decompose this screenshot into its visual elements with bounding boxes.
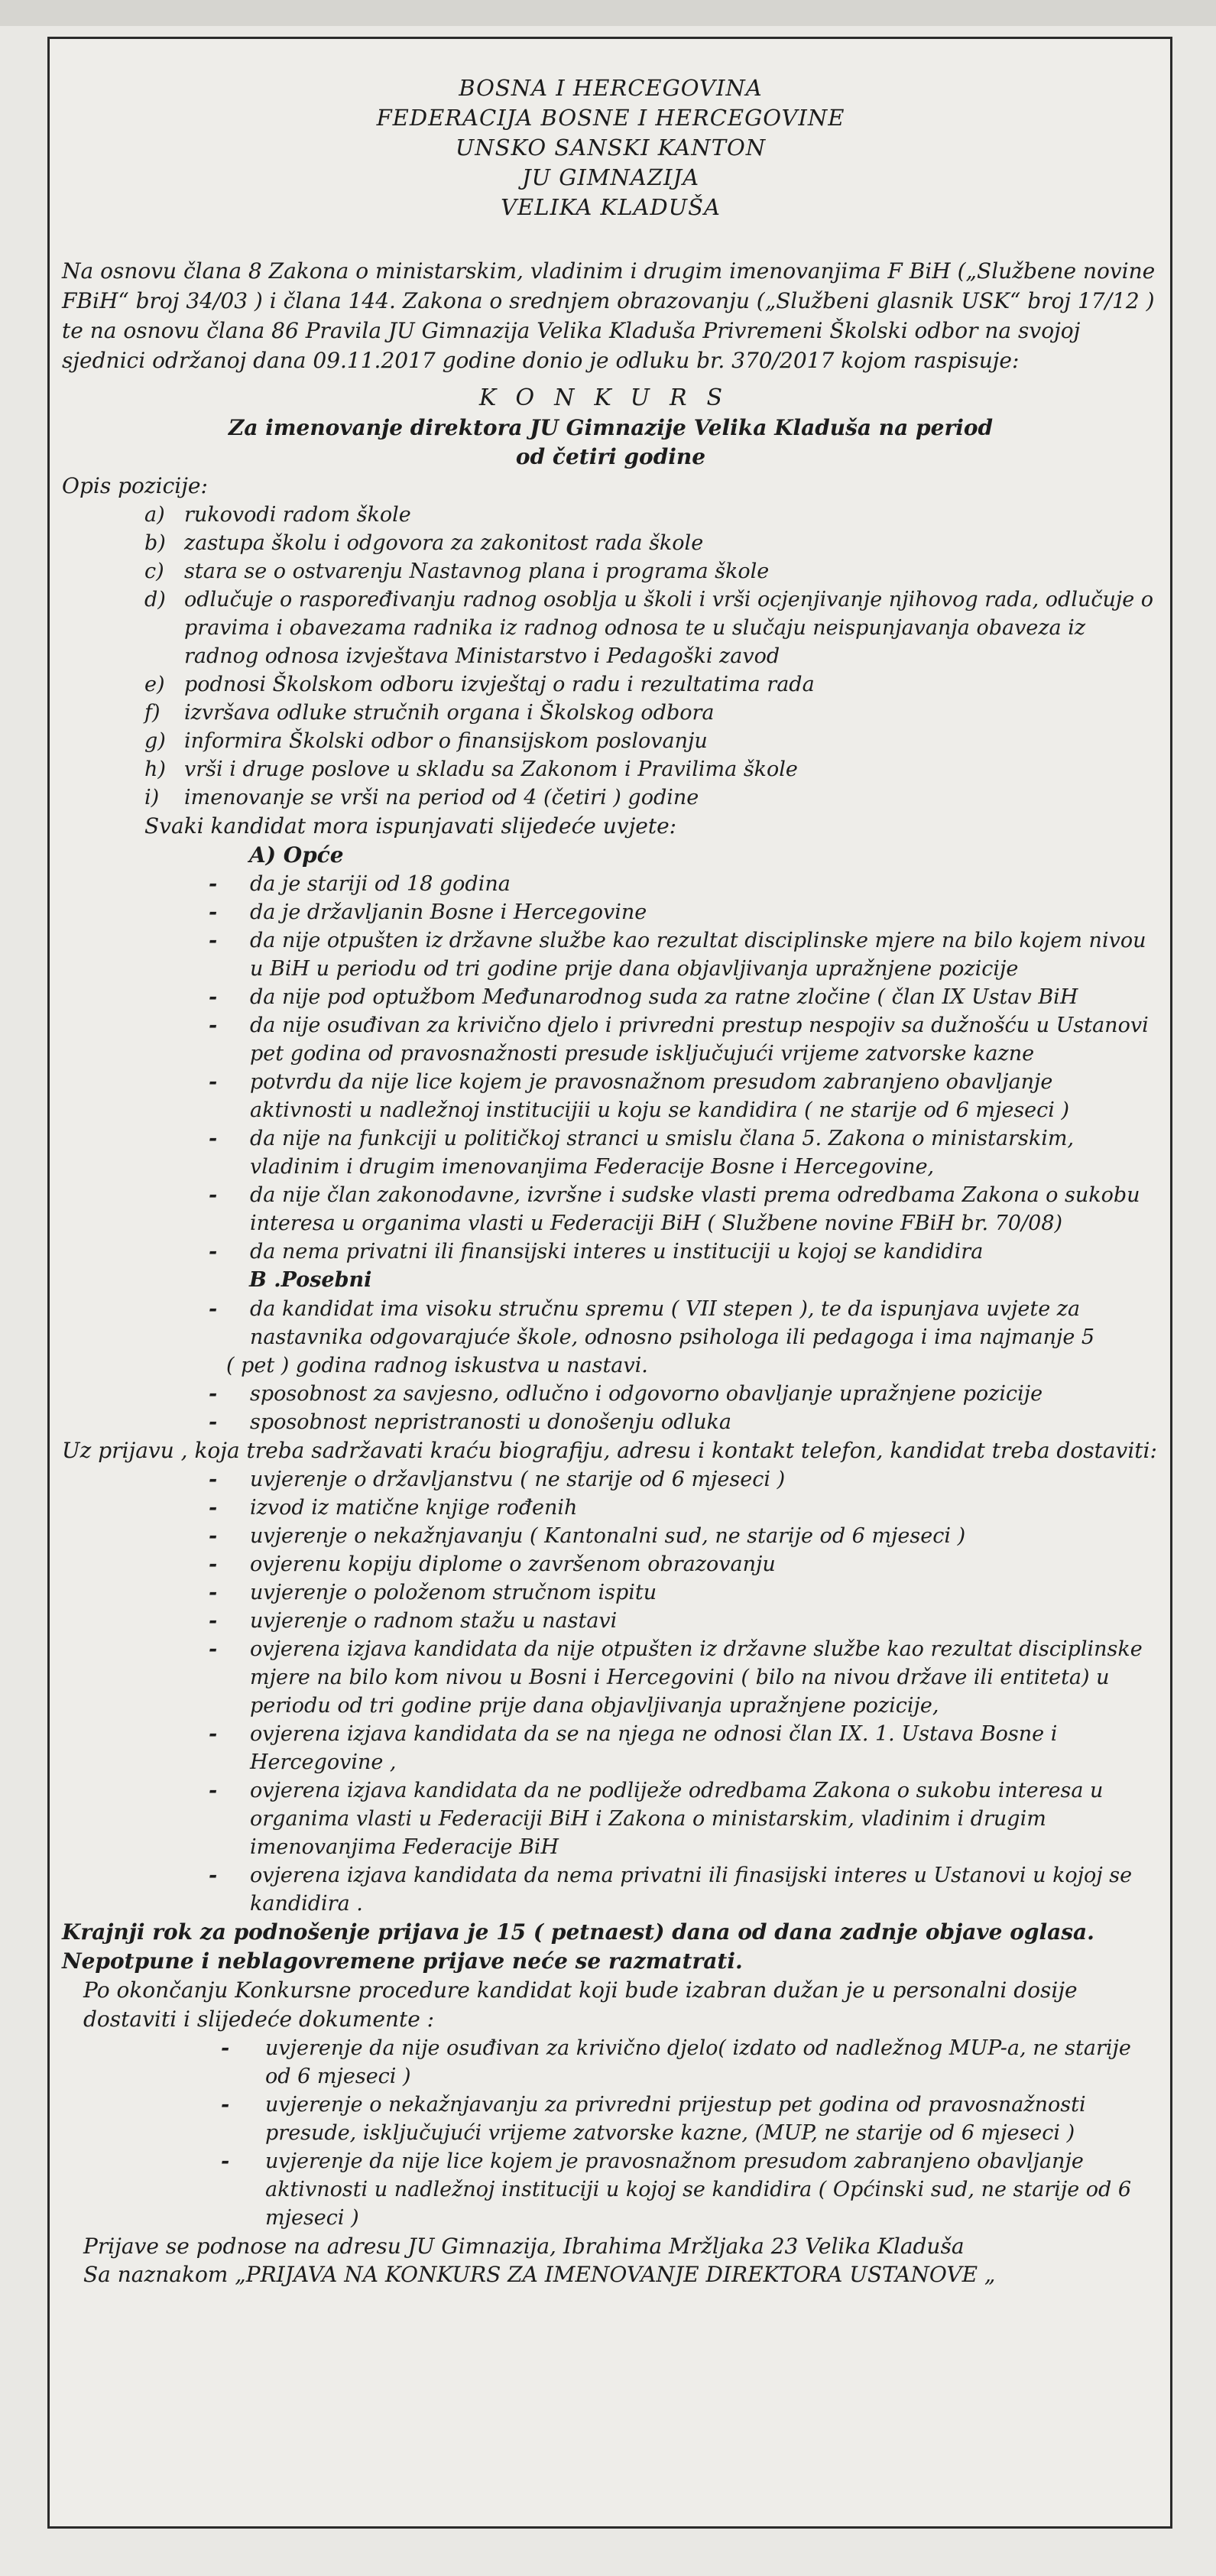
header-canton: UNSKO SANSKI KANTON — [455, 135, 767, 161]
list-item — [144, 983, 1159, 1011]
dash-marker: - — [209, 1864, 218, 1887]
header-federation: FEDERACIJA BOSNE I HERCEGOVINE — [376, 105, 845, 131]
list-item-text: stara se o ostvarenju Nastavnog plana i programa škole — [184, 560, 770, 583]
list-item-text: da je stariji od 18 godina — [250, 872, 511, 896]
list-item — [144, 1295, 1159, 1351]
list-item — [144, 529, 1159, 557]
list-item — [144, 557, 1159, 586]
list-item-text: da nije na funkciji u političkoj stranci u smislu člana 5. Zakona o ministarskim, vladinim i drugim imenovanjima Federacije Bosne i Hercegovine, — [250, 1127, 1075, 1179]
announcement-frame — [47, 37, 1172, 2529]
posebni-heading: B .Posebni — [249, 1268, 372, 1292]
opce-heading: A) Opće — [249, 842, 344, 868]
list-item — [144, 1522, 1159, 1550]
list-item-text: informira Školski odbor o finansijskom poslovanju — [184, 729, 708, 753]
list-item-text: da je državljanin Bosne i Hercegovine — [250, 900, 647, 924]
list-item-text: da nije osuđivan za krivično djelo i privredni prestup nespojiv sa dužnošću u Ustanovi pet godina od pravosnažnosti presude isključujući vrijeme zatvorske kazne — [250, 1014, 1149, 1066]
list-item-text: ovjerena izjava kandidata da se na njega ne odnosi član IX. 1. Ustava Bosne i Hercegovine , — [250, 1722, 1058, 1774]
list-item-text: vrši i druge poslove u skladu sa Zakonom i Pravilima škole — [184, 758, 798, 781]
posebni-item-text: da kandidat ima visoku stručnu spremu ( VII stepen ), te da ispunjava uvjete za nastavnika odgovarajuće škole, odnosno psihologa ili pedagoga i ima najmanje 5 — [250, 1297, 1095, 1349]
list-item — [144, 1607, 1159, 1635]
list-item-text: odlučuje o raspoređivanju radnog osoblja u školi i vrši ocjenjivanje njihovog rada, odlučuje o pravima i obavezama radnika iz radnog odnosa te u slučaju neispunjavanja obaveza iz radnog odnosa izvještava Ministarstvo i Pedagoški zavod — [184, 588, 1154, 668]
posebni-list — [62, 1380, 1159, 1436]
dash-marker: - — [209, 1637, 218, 1661]
list-item — [144, 1465, 1159, 1494]
submission-address: Prijave se podnose na adresu JU Gimnazija, Ibrahima Mržljaka 23 Velika Kladuša — [83, 2234, 965, 2259]
konkurs-subtitle-1: Za imenovanje direktora JU Gimnazije Velika Kladuša na period — [228, 415, 994, 440]
completion-paragraph: Po okončanju Konkursne procedure kandidat koji bude izabran dužan je u personalni dosije dostaviti i slijedeće dokumente : — [83, 1977, 1078, 2032]
list-item — [144, 699, 1159, 727]
letter-marker: b) — [144, 531, 166, 555]
dash-marker: - — [209, 1609, 218, 1633]
list-item — [144, 1776, 1159, 1861]
list-item — [144, 1380, 1159, 1408]
dash-marker: - — [221, 2149, 230, 2173]
submission-label: Sa naznakom „PRIJAVA NA KONKURS ZA IMENOVANJE DIREKTORA USTANOVE „ — [83, 2262, 996, 2287]
list-item — [144, 670, 1159, 699]
letter-marker: h) — [144, 758, 166, 781]
documents-list — [62, 2034, 1159, 2232]
list-item — [144, 1720, 1159, 1776]
list-item-text: ovjerenu kopiju diplome o završenom obrazovanju — [250, 1552, 776, 1576]
konkurs-subtitle-2: od četiri godine — [515, 444, 706, 469]
posebni-continuation: ( pet ) godina radnog iskustva u nastavi. — [226, 1354, 648, 1377]
list-item-text: podnosi Školskom odboru izvještaj o radu i rezultatima rada — [184, 673, 815, 696]
list-item-text: uvjerenje da nije osuđivan za krivično djelo( izdato od nadležnog MUP-a, ne starije od 6 mjeseci ) — [265, 2036, 1131, 2088]
posebni-list-first — [62, 1295, 1159, 1351]
header-school: JU GIMNAZIJA — [521, 164, 700, 190]
list-item — [144, 586, 1159, 670]
list-item-text: zastupa školu i odgovora za zakonitost rada škole — [184, 531, 704, 555]
dash-marker: - — [209, 1014, 218, 1037]
list-item-text: uvjerenje o radnom stažu u nastavi — [250, 1609, 618, 1633]
letter-marker: a) — [144, 503, 165, 527]
announcement-content — [62, 73, 1159, 2289]
dash-marker: - — [221, 2036, 230, 2060]
dash-marker: - — [209, 1183, 218, 1207]
letter-marker: c) — [144, 560, 164, 583]
letter-marker: i) — [144, 786, 160, 809]
prijava-list — [62, 1465, 1159, 1918]
list-item — [144, 755, 1159, 784]
dash-marker: - — [209, 1127, 218, 1150]
list-item — [144, 1408, 1159, 1436]
dash-marker: - — [209, 1779, 218, 1802]
list-item-text: uvjerenje o položenom stručnom ispitu — [250, 1581, 657, 1604]
list-item-text: imenovanje se vrši na period od 4 (četiri ) godine — [184, 786, 699, 809]
header-country: BOSNA I HERCEGOVINA — [459, 75, 763, 101]
dash-marker: - — [209, 1722, 218, 1746]
opce-list — [62, 870, 1159, 1266]
dash-marker: - — [221, 2093, 230, 2117]
list-item — [144, 1635, 1159, 1720]
letter-marker: d) — [144, 588, 166, 612]
list-item — [144, 1861, 1159, 1918]
letter-marker: g) — [144, 729, 166, 753]
list-item — [144, 1124, 1159, 1181]
list-item — [144, 1181, 1159, 1238]
dash-marker: - — [209, 1468, 218, 1491]
list-item — [144, 2034, 1159, 2091]
list-item-text: sposobnost nepristranosti u donošenju odluka — [250, 1410, 731, 1434]
dash-marker: - — [209, 1070, 218, 1094]
list-item — [144, 501, 1159, 529]
dash-marker: - — [209, 929, 218, 952]
dash-marker: - — [209, 1552, 218, 1576]
deadline-text: Krajnji rok za podnošenje prijava je 15 ( petnaest) dana od dana zadnje objave oglasa. — [62, 1919, 1094, 1945]
institution-header — [62, 73, 1159, 222]
list-item — [144, 870, 1159, 898]
list-item-text: izvod iz matične knjige rođenih — [250, 1496, 578, 1520]
list-item — [144, 1011, 1159, 1068]
dash-marker: - — [209, 872, 218, 896]
list-item-text: da nema privatni ili finansijski interes u instituciji u kojoj se kandidira — [250, 1240, 984, 1264]
list-item — [144, 2091, 1159, 2147]
opis-list — [62, 501, 1159, 812]
letter-marker: f) — [144, 701, 161, 725]
list-item-text: da nije pod optužbom Međunarodnog suda za ratne zločine ( član IX Ustav BiH — [250, 985, 1078, 1009]
list-item — [144, 1494, 1159, 1522]
list-item-text: sposobnost za savjesno, odlučno i odgovorno obavljanje upražnjene pozicije — [250, 1382, 1043, 1406]
prijava-intro: Uz prijavu , koja treba sadržavati kraću biografiju, adresu i kontakt telefon, kandidat treba dostaviti: — [62, 1438, 1157, 1463]
list-item-text: uvjerenje da nije lice kojem je pravosnažnom presudom zabranjeno obavljanje aktivnosti u nadležnoj instituciji u kojoj se kandidira ( Općinski sud, ne starije od 6 mjeseci ) — [265, 2149, 1132, 2230]
list-item-text: uvjerenje o državljanstvu ( ne starije od 6 mjeseci ) — [250, 1468, 786, 1491]
list-item — [144, 926, 1159, 983]
list-item — [144, 1578, 1159, 1607]
list-item-text: ovjerena izjava kandidata da nije otpušten iz državne službe kao rezultat disciplinske mjere na bilo kom nivou u Bosni i Hercegovini ( bilo na nivou države ili entiteta) u periodu od tri godine prije dana objavljivanja upražnjene pozicije, — [250, 1637, 1143, 1718]
dash-marker: - — [209, 900, 218, 924]
top-margin-strip — [0, 0, 1216, 26]
opis-label: Opis pozicije: — [62, 473, 208, 498]
list-item-text: da nije član zakonodavne, izvršne i sudske vlasti prema odredbama Zakona o sukobu interesa u organima vlasti u Federaciji BiH ( Službene novine FBiH br. 70/08) — [250, 1183, 1140, 1235]
list-item — [144, 784, 1159, 812]
list-item-text: potvrdu da nije lice kojem je pravosnažnom presudom zabranjeno obavljanje aktivnosti u nadležnoj institucijii u koju se kandidira ( ne starije od 6 mjeseci ) — [250, 1070, 1070, 1122]
list-item — [144, 1550, 1159, 1578]
dash-marker: - — [209, 1581, 218, 1604]
uvjeti-intro: Svaki kandidat mora ispunjavati slijedeće uvjete: — [144, 813, 677, 839]
list-item-text: uvjerenje o nekažnjavanju ( Kantonalni sud, ne starije od 6 mjeseci ) — [250, 1524, 966, 1548]
list-item-text: izvršava odluke stručnih organa i Školskog odbora — [184, 701, 715, 725]
header-city: VELIKA KLADUŠA — [501, 194, 721, 220]
letter-marker: e) — [144, 673, 165, 696]
list-item — [144, 898, 1159, 926]
list-item — [144, 1238, 1159, 1266]
legal-basis-paragraph: Na osnovu člana 8 Zakona o ministarskim, vladinim i drugim imenovanjima F BiH („Službene novine FBiH“ broj 34/03 ) i člana 144. Zakona o srednjem obrazovanju („Službeni glasnik USK“ broj 17/12 ) te na osnovu člana 86 Pravila JU Gimnazija Velika Kladuša Privremeni Školski odbor na svojoj sjednici održanoj dana 09.11.2017 godine donio je odluku br. 370/2017 kojom raspisuje: — [62, 258, 1156, 373]
dash-marker: - — [209, 1297, 218, 1321]
dash-marker: - — [209, 1524, 218, 1548]
dash-marker: - — [209, 1410, 218, 1434]
list-item — [144, 1068, 1159, 1124]
dash-marker: - — [209, 1496, 218, 1520]
list-item — [144, 2147, 1159, 2232]
list-item-text: ovjerena izjava kandidata da ne podliježe odredbama Zakona o sukobu interesa u organima vlasti u Federaciji BiH i Zakona o ministarskim, vladinim i drugim imenovanjima Federacije BiH — [250, 1779, 1104, 1859]
konkurs-title: KONKURS — [478, 384, 743, 411]
dash-marker: - — [209, 985, 218, 1009]
list-item — [144, 727, 1159, 755]
list-item-text: uvjerenje o nekažnjavanju za privredni prijestup pet godina od pravosnažnosti presude, isključujući vrijeme zatvorske kazne, (MUP, ne starije od 6 mjeseci ) — [265, 2093, 1086, 2145]
list-item-text: da nije otpušten iz državne službe kao rezultat disciplinske mjere na bilo kojem nivou u BiH u periodu od tri godine prije dana objavljivanja upražnjene pozicije — [250, 929, 1146, 981]
dash-marker: - — [209, 1240, 218, 1264]
list-item-text: rukovodi radom škole — [184, 503, 411, 527]
dash-marker: - — [209, 1382, 218, 1406]
list-item-text: ovjerena izjava kandidata da nema privatni ili finasijski interes u Ustanovi u kojoj se kandidira . — [250, 1864, 1133, 1916]
incomplete-note: Nepotpune i neblagovremene prijave neće se razmatrati. — [62, 1948, 743, 1974]
